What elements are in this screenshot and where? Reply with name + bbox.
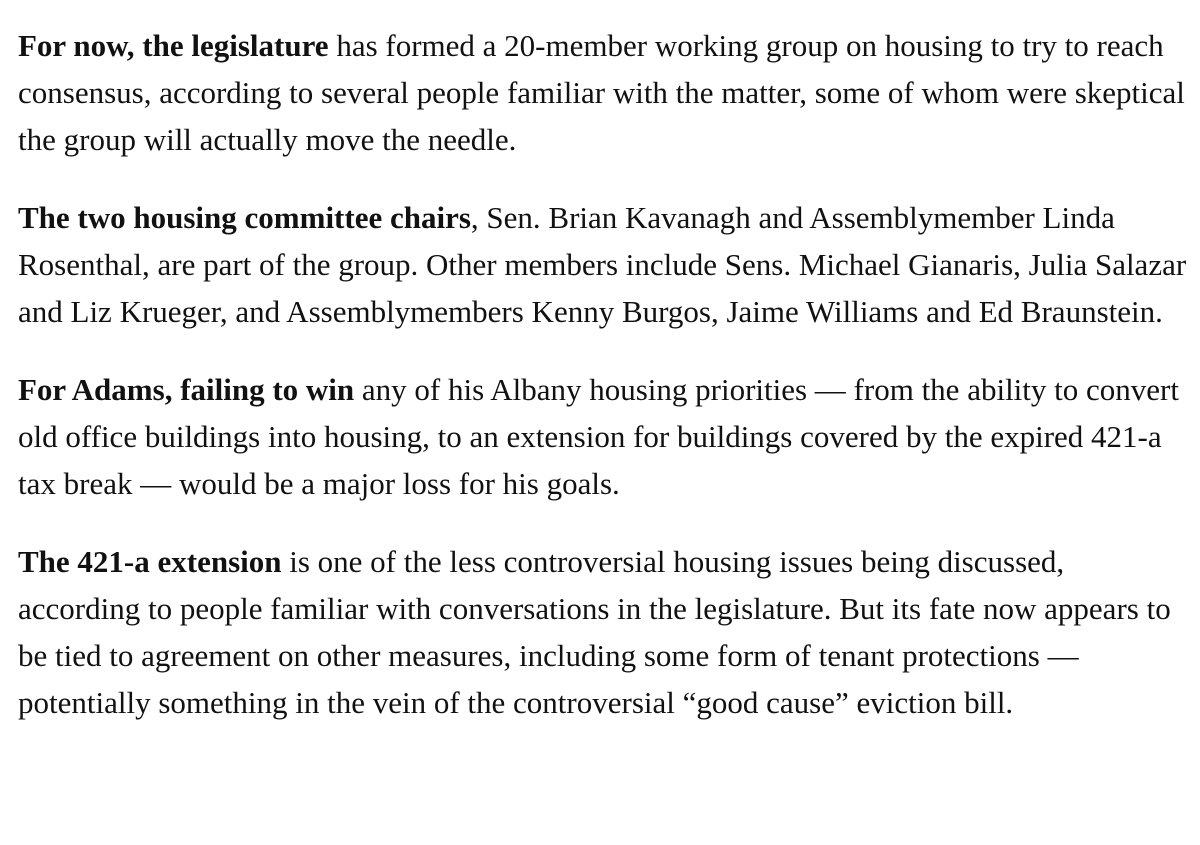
paragraph-lead: The two housing committee chairs	[18, 200, 471, 235]
paragraph-adams-priorities	[18, 366, 1188, 507]
paragraph-lead: The 421-a extension	[18, 544, 282, 579]
paragraph-working-group	[18, 22, 1188, 163]
paragraph-421a-extension	[18, 538, 1188, 726]
paragraph-text: , Sen. Brian Kavanagh and Assemblymember Linda Rosenthal, are part of the group. Other members include Sens. Michael Gianaris, Julia Salazar and Liz Krueger, and Assemblymembers Kenny Burgos, Jaime Williams and Ed Braunstein.	[18, 200, 1187, 329]
paragraph-lead: For Adams, failing to win	[18, 372, 355, 407]
paragraph-committee-chairs	[18, 194, 1188, 335]
paragraph-lead: For now, the legislature	[18, 28, 329, 63]
paragraph-text: is one of the less controversial housing issues being discussed, according to people familiar with conversations in the legislature. But its fate now appears to be tied to agreement on other measures, including some form of tenant protections — potentially something in the vein of the controversial “good cause” eviction bill.	[18, 544, 1171, 720]
article-body	[18, 22, 1188, 726]
paragraph-text: has formed a 20-member working group on housing to try to reach consensus, according to several people familiar with the matter, some of whom were skeptical the group will actually move the needle.	[18, 28, 1185, 157]
paragraph-text: any of his Albany housing priorities — from the ability to convert old office buildings into housing, to an extension for buildings covered by the expired 421-a tax break — would be a major loss for his goals.	[18, 372, 1179, 501]
